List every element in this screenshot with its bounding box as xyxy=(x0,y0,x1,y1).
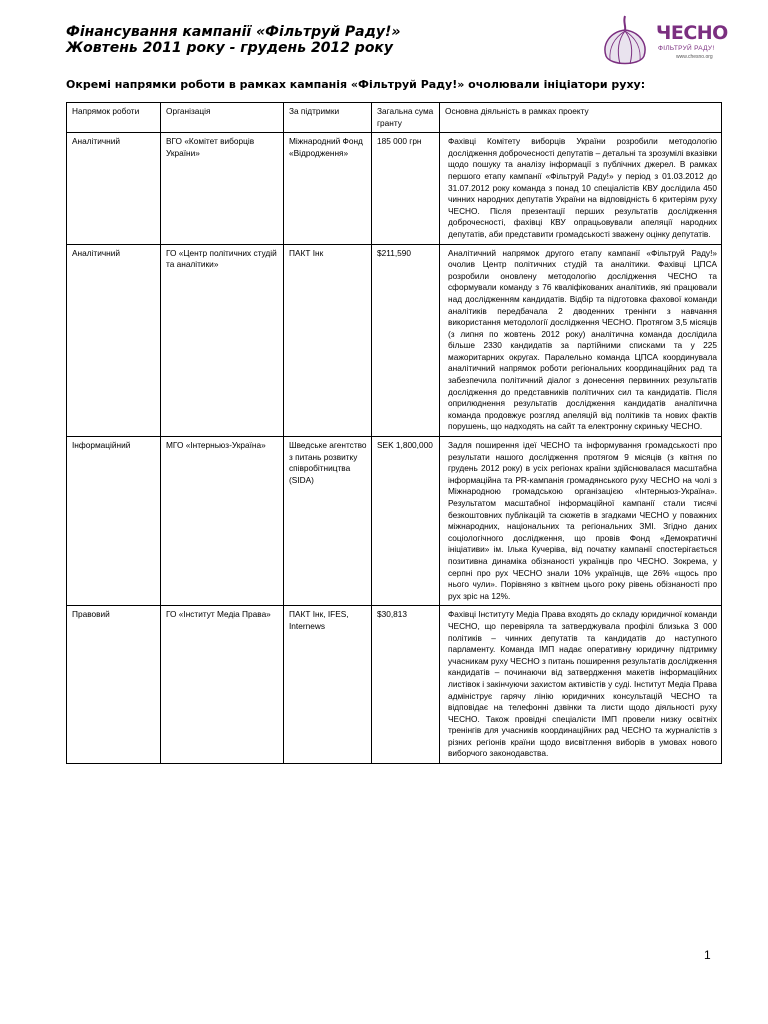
document-header xyxy=(66,24,606,56)
cell-amount: 185 000 грн xyxy=(372,133,440,244)
column-header-activity: Основна діяльність в рамках проекту xyxy=(440,103,722,133)
cell-support: ПАКТ Інк, IFES, Internews xyxy=(284,606,372,764)
cell-organization: ГО «Центр політичних студій та аналітики» xyxy=(161,244,284,437)
logo-wordmark: ЧЕСНО xyxy=(656,22,728,44)
cell-support: ПАКТ Інк xyxy=(284,244,372,437)
document-title: Фінансування кампанії «Фільтруй Раду!» xyxy=(66,24,401,40)
cell-description: Задля поширення ідеї ЧЕСНО та інформування громадськості про результати нашого дослідження протягом 9 місяців (з квітня по грудень 2012 року) в усіх регіонах країни здійснювалася масштабна інформаційна та PR-кампанія громадянського руху ЧЕСНО на чолі з Міжнародною громадською організацією «Інтерньюз-Україна». Результатом масштабної інформаційної кампанії стали тисячі безкоштовних публікацій та сюжетів в згадками ЧЕСНО у поважних міжнародних, національних та регіональних ЗМІ. Згідно даних соціологічного дослідження, що провів Фонд «Демократичні ініціативи» ім. Ілька Кучеріва, від початку кампанії спостерігається позитивна динаміка обізнаності українців про ЧЕСНО. Зокрема, у серпні про рух ЧЕСНО знали 10% українців, ще 26% «щось про нього чули». Порівняно з квітнем цього року рівень обізнаності про рух зріс на 12%. xyxy=(440,437,722,606)
cell-amount: $30,813 xyxy=(372,606,440,764)
cell-organization: МГО «Інтерньюз-Україна» xyxy=(161,437,284,606)
table-row xyxy=(67,244,722,437)
cell-description: Фахівці Комітету виборців України розробили методологію дослідження доброчесності депутатів – детальні та зрозумілі вказівки щодо пошуку та аналізу інформації з публічних джерел. В рамках першого етапу кампанії «Фільтруй Раду!» у період з 01.03.2012 до 31.07.2012 року команда з понад 10 спеціалістів КВУ дослідила 450 чинних народних депутатів України на відповідність 6 критеріям руху ЧЕСНО. Після презентації перших результатів дослідження доброчесності, фахівці КВУ опрацьовували апеляції народних депутатів, аби представити громадськості зважену оцінку депутатів. xyxy=(440,133,722,244)
cell-organization: ВГО «Комітет виборців України» xyxy=(161,133,284,244)
chesno-logo xyxy=(596,12,726,68)
logo-tagline: ФІЛЬТРУЙ РАДУ! xyxy=(658,45,715,52)
column-header-support: За підтримки xyxy=(284,103,372,133)
column-header-direction: Напрямок роботи xyxy=(67,103,161,133)
cell-organization: ГО «Інститут Медіа Права» xyxy=(161,606,284,764)
cell-description: Фахівці Інституту Медіа Права входять до складу юридичної команди ЧЕСНО, що перевіряла та затверджувала профілі близька 3 000 політиків – чинних депутатів та кандидатів до наступного парламенту. Команда ІМП надає оперативну юридичну підтримку учасникам руху ЧЕСНО з питань поширення результатів дослідження кандидатів – починаючи від затвердження макетів інформаційних листівок і закінчуючи захистом активістів у суді. Інститут Медіа Права адмініструє гарячу лінію юридичних консультацій ЧЕСНО та відповідає на телефонні дзвінки та листи щодо діяльності руху ЧЕСНО. Також провідні спеціалісти ІМП провели низку освітніх тренінгів для учасників координаційних рад ЧЕСНО та журналістів з різних регіонів країни щодо висвітлення виборів в умовах нового виборчого законодавства. xyxy=(440,606,722,764)
table-row xyxy=(67,606,722,764)
cell-support: Міжнародний Фонд «Відродження» xyxy=(284,133,372,244)
column-header-amount: Загальна сума гранту xyxy=(372,103,440,133)
intro-text: Окремі напрямки роботи в рамках кампанія «Фільтруй Раду!» очолювали ініціатори руху: xyxy=(66,78,646,91)
cell-direction: Правовий xyxy=(67,606,161,764)
page-number: 1 xyxy=(704,948,711,962)
cell-description: Аналітичний напрямок другого етапу кампанії «Фільтруй Раду!» очолив Центр політичних студій та аналітики. Фахівці ЦПСА розробили оновлену методологію дослідження ЧЕСНО та сформували команду з 76 кваліфікованих аналітиків, які працювали над дослідженням кандидатів. Відбір та підготовка фахової команди аналітиків передбачала 2 дводенних тренінги з навчання використання методології дослідження ЧЕСНО. Протягом 3,5 місяців (з липня по жовтень 2012 року) аналітична команда дослідила більше 2330 кандидатів за партійними списками та у 225 мажоритарних округах. Паралельно команда ЦПСА координувала аналітичний напрямок роботи регіональних координаційних рад та забезпечила політичний діалог з донесення первинних результатів дослідження до представників політичних сил та кандидатів. Після оприлюднення результатів дослідження кандидатів аналітична команда продовжує розгляд апеляцій від політиків та нових фактів порушень, що надходять на сайт та електронну скриньку ЧЕСНО. xyxy=(440,244,722,437)
cell-direction: Інформаційний xyxy=(67,437,161,606)
garlic-icon xyxy=(596,12,654,68)
cell-direction: Аналітичний xyxy=(67,133,161,244)
table-row xyxy=(67,437,722,606)
table-row xyxy=(67,133,722,244)
cell-amount: SEK 1,800,000 xyxy=(372,437,440,606)
column-header-organization: Організація xyxy=(161,103,284,133)
cell-support: Шведське агентство з питань розвитку співробітництва (SIDA) xyxy=(284,437,372,606)
table-header-row xyxy=(67,103,722,133)
funding-table xyxy=(66,102,722,764)
document-period: Жовтень 2011 року - грудень 2012 року xyxy=(66,40,394,56)
cell-direction: Аналітичний xyxy=(67,244,161,437)
logo-url: www.chesno.org xyxy=(676,54,713,60)
cell-amount: $211,590 xyxy=(372,244,440,437)
